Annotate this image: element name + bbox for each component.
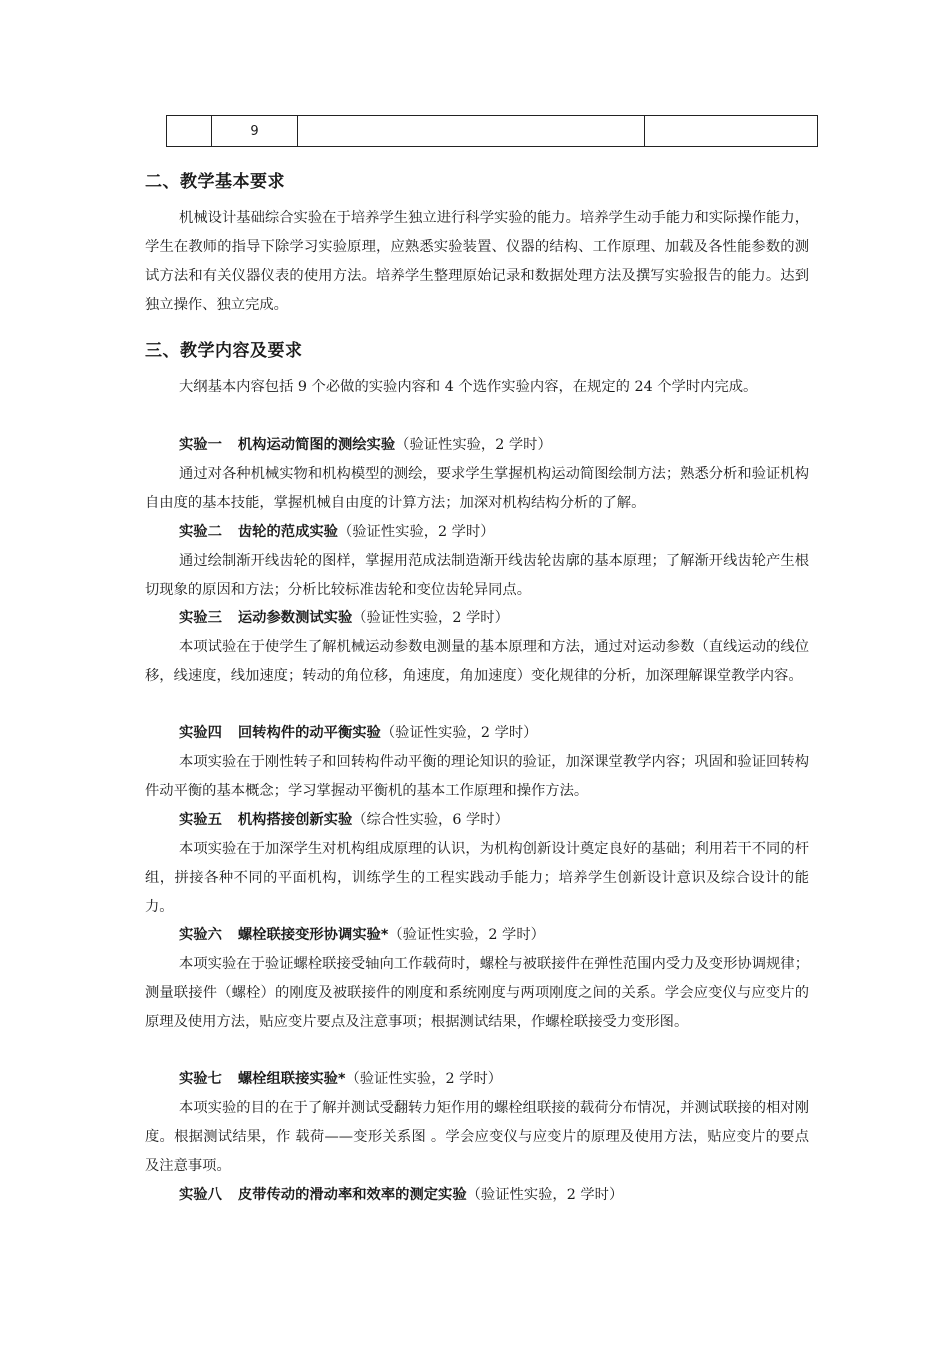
experiment-title-line (179, 1065, 502, 1094)
experiment-title: 螺栓联接变形协调实验* (237, 927, 389, 943)
section-heading-content: 三、教学内容及要求 (145, 341, 303, 361)
experiment-title-line (179, 604, 509, 633)
experiment-description: 通过绘制渐开线齿轮的图样，掌握用范成法制造渐开线齿轮齿廓的基本原理；了解渐开线齿轮产生根切现象的原因和方法；分析比较标准齿轮和变位齿轮异同点。 (145, 553, 809, 598)
experiment-title-line (179, 719, 537, 748)
experiment-title: 皮带传动的滑动率和效率的测定实验 (237, 1187, 467, 1203)
experiment-title-line (179, 518, 495, 547)
experiment-title-line (179, 921, 545, 950)
table-cell (645, 116, 818, 147)
experiment-meta: （验证性实验，2 学时） (352, 610, 509, 626)
requirements-paragraph: 机械设计基础综合实验在于培养学生独立进行科学实验的能力。培养学生动手能力和实际操作能力，学生在教师的指导下除学习实验原理，应熟悉实验装置、仪器的结构、工作原理、加载及各性能参数的测试方法和有关仪器仪表的使用方法。培养学生整理原始记录和数据处理方法及撰写实验报告的能力。达到独立操作、独立完成。 (145, 210, 809, 313)
experiment-label: 实验四 (179, 725, 222, 741)
experiment-meta: （验证性实验，2 学时） (337, 524, 495, 540)
experiment-title-line (179, 431, 552, 460)
experiment-description: 本项实验在于加深学生对机构组成原理的认识，为机构创新设计奠定良好的基础；利用若干不同的杆组，拼接各种不同的平面机构，训练学生的工程实践动手能力；培养学生创新设计意识及综合设计的能力。 (145, 841, 809, 915)
experiment-meta: （综合性实验，6 学时） (352, 812, 509, 828)
experiment-meta: （验证性实验，2 学时） (395, 437, 552, 453)
section-heading-requirements: 二、教学基本要求 (145, 172, 285, 192)
experiment-description: 本项实验的目的在于了解并测试受翻转力矩作用的螺栓组联接的载荷分布情况，并测试联接的相对刚度。根据测试结果，作 载荷——变形关系图 。学会应变仪与应变片的原理及使用方法，贴应变片的要点及注意事项。 (145, 1100, 809, 1174)
experiment-description: 通过对各种机械实物和机构模型的测绘，要求学生掌握机构运动简图绘制方法；熟悉分析和验证机构自由度的基本技能，掌握机械自由度的计算方法；加深对机构结构分析的了解。 (145, 466, 809, 511)
experiment-title: 螺栓组联接实验* (237, 1071, 346, 1087)
experiment-title-line (179, 806, 509, 835)
content-intro-paragraph: 大纲基本内容包括 9 个必做的实验内容和 4 个选作实验内容，在规定的 24 个学时内完成。 (179, 379, 758, 395)
experiment-description: 本项实验在于验证螺栓联接受轴向工作载荷时，螺栓与被联接件在弹性范围内受力及变形协调规律；测量联接件（螺栓）的刚度及被联接件的刚度和系统刚度与两项刚度之间的关系。学会应变仪与应变片的原理及使用方法，贴应变片要点及注意事项；根据测试结果，作螺栓联接受力变形图。 (145, 956, 809, 1030)
experiment-meta: （验证性实验，2 学时） (345, 1071, 503, 1087)
experiment-description: 本项试验在于使学生了解机械运动参数电测量的基本原理和方法，通过对运动参数（直线运动的线位移，线速度，线加速度；转动的角位移，角速度，角加速度）变化规律的分析，加深理解课堂教学内容。 (145, 639, 809, 684)
experiment-title: 运动参数测试实验 (237, 610, 353, 626)
experiment-title: 齿轮的范成实验 (237, 524, 338, 540)
experiment-label: 实验一 (179, 437, 222, 453)
experiment-label: 实验八 (179, 1187, 222, 1203)
experiment-label: 实验七 (179, 1071, 222, 1087)
experiment-description: 本项实验在于刚性转子和回转构件动平衡的理论知识的验证，加深课堂教学内容；巩固和验证回转构件动平衡的基本概念；学习掌握动平衡机的基本工作原理和操作方法。 (145, 754, 809, 799)
experiment-meta: （验证性实验，2 学时） (388, 927, 545, 943)
table-cell (298, 116, 645, 147)
experiment-title: 机构运动简图的测绘实验 (237, 437, 396, 453)
experiment-meta: （验证性实验，2 学时） (466, 1187, 624, 1203)
table-row (167, 116, 818, 147)
experiment-label: 实验三 (179, 610, 222, 626)
experiment-title-line (179, 1181, 623, 1210)
experiment-title: 回转构件的动平衡实验 (237, 725, 381, 741)
experiment-label: 实验五 (179, 812, 222, 828)
table-cell: 9 (212, 116, 298, 147)
course-table (166, 115, 818, 147)
experiment-meta: （验证性实验，2 学时） (380, 725, 538, 741)
experiment-title: 机构搭接创新实验 (237, 812, 353, 828)
table-cell (167, 116, 212, 147)
experiment-label: 实验六 (179, 927, 222, 943)
experiment-label: 实验二 (179, 524, 222, 540)
